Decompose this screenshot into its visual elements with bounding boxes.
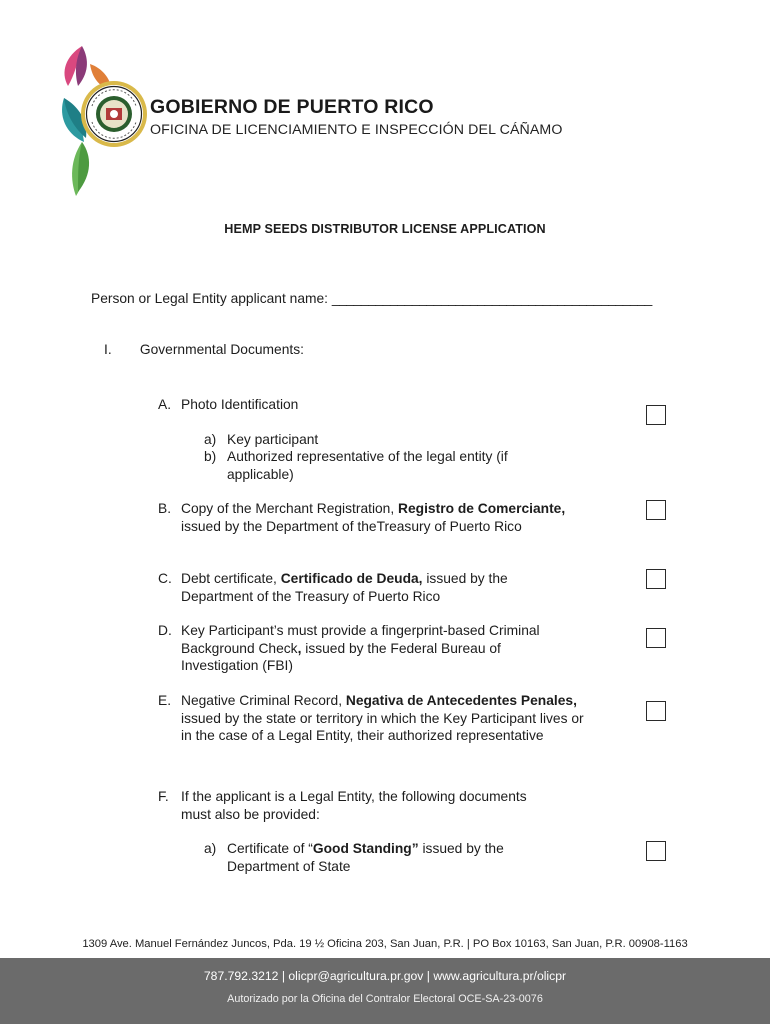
item-negative-criminal-record	[158, 692, 598, 745]
checkbox-debt-certificate[interactable]	[646, 569, 666, 589]
item-criminal-background-check	[158, 622, 568, 675]
item-letter: E.	[158, 693, 172, 708]
item-text: If the applicant is a Legal Entity, the following documents must also be provided:	[181, 789, 527, 822]
item-text: Photo Identification	[181, 397, 299, 412]
item-text: Debt certificate, Certificado de Deuda, issued by the Department of the Treasury of Puerto Rico	[181, 571, 508, 604]
puerto-rico-seal-icon	[80, 80, 148, 148]
item-letter: A.	[158, 397, 172, 412]
section-heading	[104, 342, 304, 357]
item-photo-identification	[158, 396, 598, 414]
subitem-letter: a)	[204, 432, 217, 447]
item-letter: C.	[158, 571, 172, 586]
item-text: Negative Criminal Record, Negativa de Antecedentes Penales, issued by the state or territory in which the Key Participant lives or in the case of a Legal Entity, their authorized representative	[181, 693, 584, 743]
subitem-authorized-representative	[204, 448, 556, 483]
subitem-bold-term: Good Standing”	[312, 841, 419, 856]
item-bold-term: Negativa de Antecedentes Penales,	[345, 693, 577, 708]
item-debt-certificate	[158, 570, 578, 605]
checkbox-negative-criminal-record[interactable]	[646, 701, 666, 721]
footer-band	[0, 958, 770, 1024]
checkbox-criminal-background-check[interactable]	[646, 628, 666, 648]
footer-contact: 787.792.3212 | olicpr@agricultura.pr.gov | www.agricultura.pr/olicpr	[203, 969, 567, 983]
item-text: Key Participant’s must provide a fingerprint-based Criminal Background Check, issued by the Federal Bureau of Investigation (FBI)	[181, 623, 540, 673]
subitem-text: Certificate of “Good Standing” issued by the Department of State	[227, 841, 504, 874]
item-merchant-registration	[158, 500, 578, 535]
applicant-name-line	[91, 291, 652, 306]
office-address: 1309 Ave. Manuel Fernández Juncos, Pda. 19 ½ Oficina 203, San Juan, P.R. | PO Box 10163, San Juan, P.R. 00908-1163	[82, 938, 688, 950]
subitem-text: Key participant	[227, 432, 319, 447]
checkbox-good-standing[interactable]	[646, 841, 666, 861]
item-bold-term: Registro de Comerciante,	[398, 501, 566, 516]
section-title: Governmental Documents:	[139, 342, 304, 357]
header-text	[150, 96, 562, 138]
item-text: Copy of the Merchant Registration, Registro de Comerciante, issued by the Department of theTreasury of Puerto Rico	[181, 501, 566, 534]
item-legal-entity-documents	[158, 788, 538, 823]
government-title: GOBIERNO DE PUERTO RICO	[150, 96, 434, 118]
office-subtitle: OFICINA DE LICENCIAMIENTO E INSPECCIÓN DEL CÁÑAMO	[150, 122, 563, 138]
applicant-name-blank[interactable]: ____________________________________________	[331, 291, 652, 306]
checkbox-merchant-registration[interactable]	[646, 500, 666, 520]
subitem-good-standing	[204, 840, 564, 875]
item-letter: B.	[158, 501, 172, 516]
checkbox-photo-identification[interactable]	[646, 405, 666, 425]
subitem-letter: a)	[204, 841, 217, 856]
item-bold-term: ,	[297, 640, 302, 656]
footer-authorization: Autorizado por la Oficina del Contralor Electoral OCE-SA-23-0076	[227, 993, 543, 1005]
subitem-letter: b)	[204, 449, 217, 464]
applicant-name-label: Person or Legal Entity applicant name:	[91, 291, 328, 306]
document-title: HEMP SEEDS DISTRIBUTOR LICENSE APPLICATION	[224, 222, 546, 236]
item-bold-term: Certificado de Deuda,	[280, 571, 423, 586]
section-number: I.	[104, 342, 112, 357]
subitem-text: Authorized representative of the legal entity (if applicable)	[227, 449, 508, 482]
subitem-key-participant	[204, 431, 574, 449]
item-letter: F.	[158, 789, 169, 804]
item-letter: D.	[158, 623, 172, 638]
